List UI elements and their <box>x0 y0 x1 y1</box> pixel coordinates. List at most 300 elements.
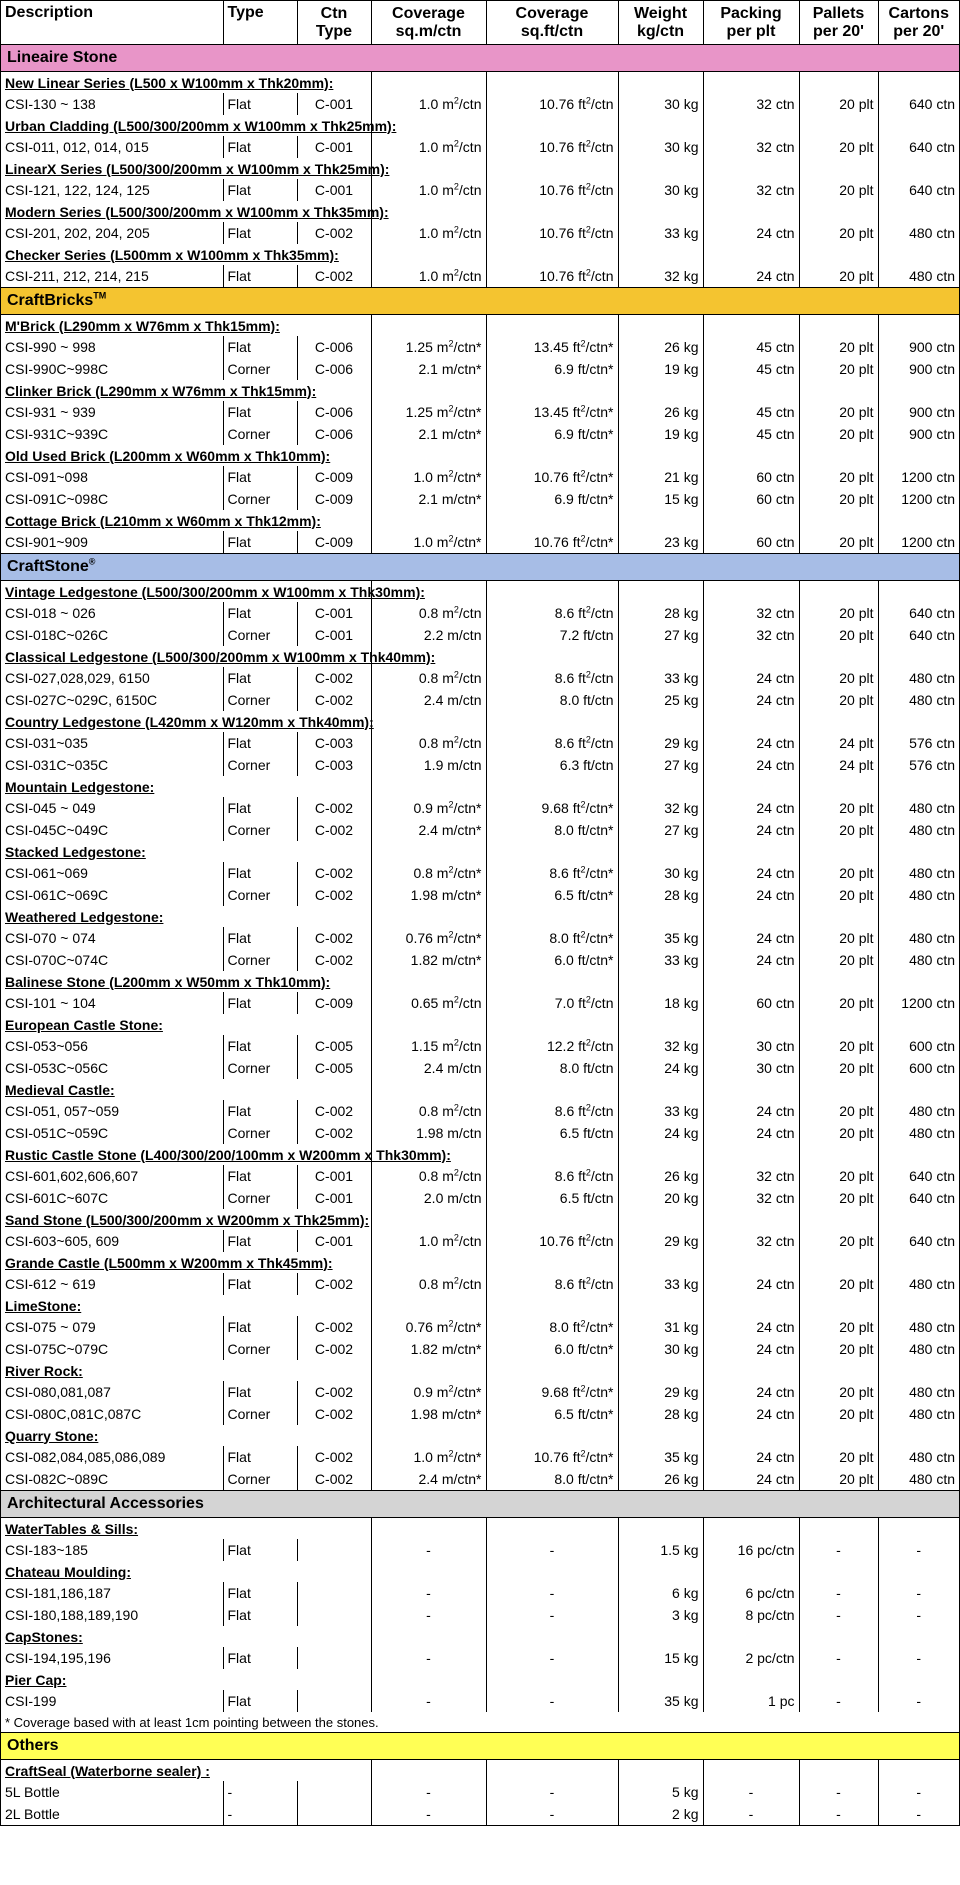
cartons <box>878 1100 959 1122</box>
group-title: M'Brick (L290mm x W76mm x Thk15mm): <box>5 317 280 334</box>
group-spacer-cell <box>371 906 486 927</box>
group-spacer-cell <box>486 1760 618 1782</box>
weight <box>618 1604 703 1626</box>
coverage-sqft <box>486 1647 618 1669</box>
coverage-sqm-unit: m/ctn <box>447 757 482 773</box>
pallets <box>799 1647 878 1669</box>
pallets-value: 20 <box>839 1233 855 1249</box>
pallets <box>799 1446 878 1468</box>
product-type: Flat <box>223 1316 297 1338</box>
group-title: Clinker Brick (L290mm x W76mm x Thk15mm): <box>5 382 317 399</box>
group-spacer-cell <box>618 244 703 265</box>
product-code: CSI-601C~607C <box>1 1187 223 1209</box>
coverage-sqft <box>486 732 618 754</box>
group-spacer-cell <box>486 1252 618 1273</box>
carton-type <box>297 1803 371 1825</box>
weight-unit: kg <box>683 426 699 442</box>
group-spacer-cell <box>618 971 703 992</box>
coverage-sqft-unit: ft/ctn* <box>577 822 614 838</box>
weight-value: 35 <box>664 930 680 946</box>
packing <box>703 1468 799 1491</box>
product-code: CSI-075C~079C <box>1 1338 223 1360</box>
pallets-unit: plt <box>858 1125 874 1141</box>
pallets <box>799 93 878 115</box>
table-row <box>1 1035 959 1057</box>
group-spacer-cell <box>703 646 799 667</box>
coverage-sqm <box>371 992 486 1014</box>
packing-value: 60 <box>756 469 772 485</box>
weight <box>618 1582 703 1604</box>
group-spacer-cell <box>799 1209 878 1230</box>
pallets-unit: plt <box>858 534 874 550</box>
coverage-sqm-unit: $m^2$/ctn <box>442 1232 482 1249</box>
coverage-sqm-unit: m/ctn* <box>441 952 482 968</box>
weight-value: 29 <box>664 735 680 751</box>
pallets-value: 20 <box>839 1384 855 1400</box>
product-code: 2L Bottle <box>1 1803 223 1825</box>
weight <box>618 265 703 288</box>
coverage-sqft-unit: ft/ctn <box>583 627 614 643</box>
pallets <box>799 1273 878 1295</box>
cartons-unit: ctn <box>936 1103 955 1119</box>
product-type: Flat <box>223 1582 297 1604</box>
pallets-value: 20 <box>839 1168 855 1184</box>
weight-value: 21 <box>664 469 680 485</box>
packing-value: 24 <box>756 952 772 968</box>
weight-unit: kg <box>683 1276 699 1292</box>
packing <box>703 531 799 554</box>
cartons <box>878 336 959 358</box>
cartons-value: 900 <box>909 426 933 442</box>
cartons-unit: ctn <box>936 1038 955 1054</box>
weight-unit: kg <box>683 1168 699 1184</box>
product-code: CSI-031C~035C <box>1 754 223 776</box>
group-spacer-cell <box>799 1144 878 1165</box>
packing <box>703 732 799 754</box>
cartons-value: 600 <box>909 1060 933 1076</box>
cartons <box>878 1165 959 1187</box>
pallets-unit: plt <box>858 1060 874 1076</box>
weight-value: 3 <box>672 1607 680 1623</box>
weight-unit: kg <box>683 1406 699 1422</box>
packing-unit: ctn <box>775 534 795 550</box>
group-spacer-cell <box>486 1360 618 1381</box>
packing <box>703 1316 799 1338</box>
coverage-sqm <box>371 136 486 158</box>
table-row <box>1 531 959 554</box>
product-code: CSI-061~069 <box>1 862 223 884</box>
pallets-value: 20 <box>839 1190 855 1206</box>
pallets-value: 20 <box>839 96 855 112</box>
weight-unit: kg <box>683 1784 699 1800</box>
coverage-sqm <box>371 1803 486 1825</box>
carton-type: C-002 <box>297 927 371 949</box>
group-spacer-cell <box>703 115 799 136</box>
carton-type: C-002 <box>297 689 371 711</box>
table-row <box>1 1539 959 1561</box>
group-spacer-cell <box>618 72 703 94</box>
weight-unit: kg <box>683 627 699 643</box>
coverage-sqm-value: 1.25 <box>405 339 433 355</box>
coverage-sqft <box>486 1273 618 1295</box>
table-row <box>1 1165 959 1187</box>
table-row <box>1 1604 959 1626</box>
pallets-unit: plt <box>858 96 874 112</box>
cartons <box>878 754 959 776</box>
packing <box>703 884 799 906</box>
weight-value: 26 <box>664 1168 680 1184</box>
coverage-sqft <box>486 1781 618 1803</box>
coverage-sqm-unit: $m^2$/ctn <box>442 138 482 155</box>
pallets-value: 20 <box>839 605 855 621</box>
coverage-sqft-unit: $ft^2/ctn*$ <box>572 864 614 881</box>
table-row <box>1 466 959 488</box>
pallets-unit: plt <box>858 1471 874 1487</box>
packing-value: 24 <box>756 800 772 816</box>
pallets-value: - <box>836 1542 841 1558</box>
coverage-sqm-unit: $m^2$/ctn <box>442 95 482 112</box>
table-row <box>1 1446 959 1468</box>
coverage-sqm-unit: $m^2$/ctn <box>442 267 482 284</box>
cartons-value: - <box>916 1693 922 1709</box>
weight-value: 35 <box>664 1449 680 1465</box>
coverage-sqm-unit: $m^2/ctn*$ <box>436 1318 482 1335</box>
cartons-unit: ctn <box>936 605 955 621</box>
section-title-text: CraftBricks <box>7 292 94 309</box>
cartons-value: 1200 <box>901 491 933 507</box>
group-title: River Rock: <box>5 1362 83 1379</box>
section-title-text: Lineaire Stone <box>7 49 118 66</box>
pallets-unit: plt <box>858 1449 874 1465</box>
coverage-sqm-value: 1.98 <box>416 1125 444 1141</box>
product-code: CSI-121, 122, 124, 125 <box>1 179 223 201</box>
group-header <box>1 1014 959 1035</box>
table-row <box>1 179 959 201</box>
product-type: Corner <box>223 949 297 971</box>
group-spacer-cell <box>618 1014 703 1035</box>
coverage-sqm-unit: m/ctn <box>447 692 482 708</box>
coverage-sqm <box>371 1100 486 1122</box>
group-title: Balinese Stone (L200mm x W50mm x Thk10mm): <box>5 973 331 990</box>
cartons-value: 640 <box>909 1233 933 1249</box>
group-title: Sand Stone (L500/300/200mm x W200mm x Thk25mm): <box>5 1211 370 1228</box>
coverage-sqft-value: - <box>549 1585 555 1601</box>
table-row <box>1 136 959 158</box>
pallets-unit: plt <box>858 339 874 355</box>
packing <box>703 1582 799 1604</box>
coverage-sqft <box>486 179 618 201</box>
coverage-sqm <box>371 1035 486 1057</box>
header-row <box>1 1 959 45</box>
group-spacer-cell <box>799 1626 878 1647</box>
pallets-value: 20 <box>839 1341 855 1357</box>
pallets <box>799 466 878 488</box>
table-row <box>1 819 959 841</box>
product-code: CSI-990 ~ 998 <box>1 336 223 358</box>
group-spacer-cell <box>703 445 799 466</box>
cartons-unit: ctn <box>936 469 955 485</box>
packing-unit: ctn <box>775 887 795 903</box>
coverage-sqft-unit: $ft^2/ctn*$ <box>572 1383 614 1400</box>
cartons-value: 480 <box>909 225 933 241</box>
group-spacer-cell <box>486 1561 618 1582</box>
carton-type: C-002 <box>297 884 371 906</box>
weight <box>618 1803 703 1825</box>
table-row <box>1 1647 959 1669</box>
pallets-value: 20 <box>839 930 855 946</box>
packing-unit: ctn <box>775 627 795 643</box>
product-type: Flat <box>223 1273 297 1295</box>
coverage-sqm <box>371 1273 486 1295</box>
group-spacer-cell <box>618 1079 703 1100</box>
cartons-value: - <box>916 1806 922 1822</box>
group-spacer-cell <box>486 841 618 862</box>
weight-unit: kg <box>683 1607 699 1623</box>
table-row <box>1 862 959 884</box>
weight-unit: kg <box>683 1542 699 1558</box>
group-header <box>1 711 959 732</box>
group-spacer-cell <box>486 1079 618 1100</box>
coverage-sqft-value: 6.5 <box>559 1190 580 1206</box>
coverage-sqm-value: 2.1 <box>418 491 438 507</box>
packing <box>703 265 799 288</box>
packing-value: 60 <box>756 491 772 507</box>
product-code: CSI-612 ~ 619 <box>1 1273 223 1295</box>
packing-value: 24 <box>756 735 772 751</box>
product-type: Corner <box>223 1403 297 1425</box>
weight-unit: kg <box>683 182 699 198</box>
coverage-sqm-value: 1.82 <box>410 952 438 968</box>
coverage-sqft-unit: $ft^2/ctn*$ <box>572 533 614 550</box>
group-spacer-cell <box>371 1014 486 1035</box>
coverage-sqft-value: 10.76 <box>539 225 575 241</box>
coverage-sqm-unit: $m^2$/ctn <box>442 224 482 241</box>
pallets-unit: plt <box>858 361 874 377</box>
group-spacer-cell <box>297 1669 371 1690</box>
cartons-unit: ctn <box>936 757 955 773</box>
group-spacer-cell <box>878 646 959 667</box>
weight-value: 27 <box>664 757 680 773</box>
carton-type: C-002 <box>297 667 371 689</box>
packing-value: 24 <box>756 1341 772 1357</box>
group-header <box>1 1561 959 1582</box>
cartons-value: - <box>916 1585 922 1601</box>
group-spacer-cell <box>486 445 618 466</box>
product-type: Corner <box>223 1468 297 1491</box>
product-code: CSI-183~185 <box>1 1539 223 1561</box>
pallets-value: 20 <box>839 800 855 816</box>
cartons <box>878 1057 959 1079</box>
coverage-sqft <box>486 93 618 115</box>
table-row <box>1 1100 959 1122</box>
packing-unit: ctn <box>775 182 795 198</box>
packing-unit: ctn <box>775 225 795 241</box>
coverage-sqm-value: 0.8 <box>418 605 439 621</box>
coverage-sqm-value: 2.4 <box>423 692 444 708</box>
coverage-sqft-value: 8.6 <box>554 1276 575 1292</box>
pallets <box>799 927 878 949</box>
group-spacer-cell <box>371 244 486 265</box>
product-code: CSI-053C~056C <box>1 1057 223 1079</box>
group-spacer-cell <box>486 646 618 667</box>
group-title: Checker Series (L500mm x W100mm x Thk35mm): <box>5 246 339 263</box>
group-spacer-cell <box>486 1518 618 1540</box>
header-description: Description <box>1 1 223 45</box>
pallets <box>799 1582 878 1604</box>
pallets-value: 20 <box>839 952 855 968</box>
coverage-sqft <box>486 423 618 445</box>
product-type: Flat <box>223 1446 297 1468</box>
group-spacer-cell <box>486 72 618 94</box>
coverage-sqm <box>371 423 486 445</box>
group-spacer-cell <box>799 971 878 992</box>
coverage-sqm-unit: $m^2$/ctn <box>442 669 482 686</box>
carton-type: C-003 <box>297 754 371 776</box>
coverage-sqm-unit: $m^2$/ctn <box>442 734 482 751</box>
group-spacer-cell <box>799 315 878 337</box>
coverage-sqm-value: 0.8 <box>418 670 439 686</box>
coverage-sqft-value: 6.9 <box>554 491 574 507</box>
coverage-sqft <box>486 1403 618 1425</box>
coverage-sqft-value: 7.2 <box>559 627 580 643</box>
coverage-sqft-value: 8.0 <box>559 692 580 708</box>
product-type: Corner <box>223 488 297 510</box>
packing-value: 24 <box>756 670 772 686</box>
group-spacer-cell <box>297 1360 371 1381</box>
packing <box>703 1403 799 1425</box>
group-header <box>1 1518 959 1540</box>
cartons-value: - <box>916 1607 922 1623</box>
weight <box>618 222 703 244</box>
group-title: Rustic Castle Stone (L400/300/200/100mm x W200mm x Thk30mm): <box>5 1146 451 1163</box>
pallets-unit: plt <box>858 1233 874 1249</box>
product-type: Flat <box>223 265 297 288</box>
coverage-sqft-unit: $ft^2$/ctn <box>578 95 614 112</box>
section-title <box>1 1491 959 1518</box>
cartons <box>878 1690 959 1712</box>
weight-value: 29 <box>664 1384 680 1400</box>
coverage-sqm-value: 1.25 <box>405 404 433 420</box>
cartons-unit: ctn <box>936 1276 955 1292</box>
weight-unit: kg <box>683 96 699 112</box>
packing-value: 24 <box>756 822 772 838</box>
product-type: Flat <box>223 222 297 244</box>
group-spacer-cell <box>703 158 799 179</box>
group-spacer-cell <box>371 1760 486 1782</box>
weight-value: 33 <box>664 952 680 968</box>
weight <box>618 602 703 624</box>
weight <box>618 1690 703 1712</box>
pallets-value: - <box>836 1650 841 1666</box>
pallets-unit: plt <box>858 757 874 773</box>
group-spacer-cell <box>799 244 878 265</box>
coverage-sqft-unit: ft/ctn <box>583 1125 614 1141</box>
pallets <box>799 1781 878 1803</box>
table-row <box>1 1230 959 1252</box>
coverage-sqft <box>486 1803 618 1825</box>
packing-unit: ctn <box>775 800 795 816</box>
pallets-value: 20 <box>839 491 855 507</box>
carton-type <box>297 1781 371 1803</box>
group-spacer-cell <box>618 1626 703 1647</box>
pallets <box>799 1338 878 1360</box>
pallets <box>799 423 878 445</box>
group-header <box>1 244 959 265</box>
group-spacer-cell <box>297 776 371 797</box>
packing <box>703 1230 799 1252</box>
cartons-unit: ctn <box>936 822 955 838</box>
coverage-sqm-unit: m/ctn* <box>441 1406 482 1422</box>
coverage-sqm <box>371 949 486 971</box>
carton-type: C-009 <box>297 488 371 510</box>
pallets-unit: plt <box>858 469 874 485</box>
group-title: CapStones: <box>5 1628 83 1645</box>
weight-unit: kg <box>683 1103 699 1119</box>
group-spacer-cell <box>878 1626 959 1647</box>
packing <box>703 1100 799 1122</box>
coverage-sqm-value: - <box>426 1650 431 1666</box>
table-row <box>1 689 959 711</box>
table-row <box>1 1690 959 1712</box>
table-row <box>1 1803 959 1825</box>
coverage-sqft-unit: $ft^2$/ctn <box>578 994 614 1011</box>
group-spacer-cell <box>371 776 486 797</box>
coverage-sqm-value: 1.98 <box>410 1406 438 1422</box>
coverage-sqft-value: 8.6 <box>554 1103 575 1119</box>
coverage-sqm-value: - <box>426 1806 431 1822</box>
table-row <box>1 265 959 288</box>
cartons-value: 480 <box>909 670 933 686</box>
group-spacer-cell <box>799 380 878 401</box>
pallets-value: 20 <box>839 339 855 355</box>
group-spacer-cell <box>799 646 878 667</box>
cartons-value: 480 <box>909 952 933 968</box>
weight-value: 19 <box>664 361 680 377</box>
pallets <box>799 1316 878 1338</box>
coverage-sqm-value: 0.8 <box>418 1276 439 1292</box>
weight-unit: kg <box>683 361 699 377</box>
coverage-sqm-value: 2.4 <box>418 1471 438 1487</box>
pallets-value: 20 <box>839 822 855 838</box>
product-type: Flat <box>223 1647 297 1669</box>
group-spacer-cell <box>297 906 371 927</box>
packing-value: 45 <box>756 361 772 377</box>
packing <box>703 401 799 423</box>
pallets-unit: plt <box>858 670 874 686</box>
pallets-value: 20 <box>839 1449 855 1465</box>
cartons-unit: ctn <box>936 887 955 903</box>
product-type: Flat <box>223 927 297 949</box>
table-row <box>1 1122 959 1144</box>
pallets-value: - <box>836 1693 841 1709</box>
packing-value: 32 <box>756 1168 772 1184</box>
section-title <box>1 288 959 315</box>
product-type: Flat <box>223 136 297 158</box>
pallets-value: 20 <box>839 534 855 550</box>
coverage-sqft-value: - <box>549 1607 555 1623</box>
group-spacer-cell <box>486 906 618 927</box>
pallets-value: 20 <box>839 995 855 1011</box>
coverage-sqft-unit: ft/ctn* <box>577 1406 614 1422</box>
coverage-sqft <box>486 884 618 906</box>
coverage-sqm-unit: m/ctn* <box>441 1471 482 1487</box>
product-type: Flat <box>223 401 297 423</box>
weight <box>618 732 703 754</box>
packing-value: 24 <box>756 1319 772 1335</box>
pallets <box>799 667 878 689</box>
table-body <box>1 45 959 1826</box>
table-row <box>1 488 959 510</box>
